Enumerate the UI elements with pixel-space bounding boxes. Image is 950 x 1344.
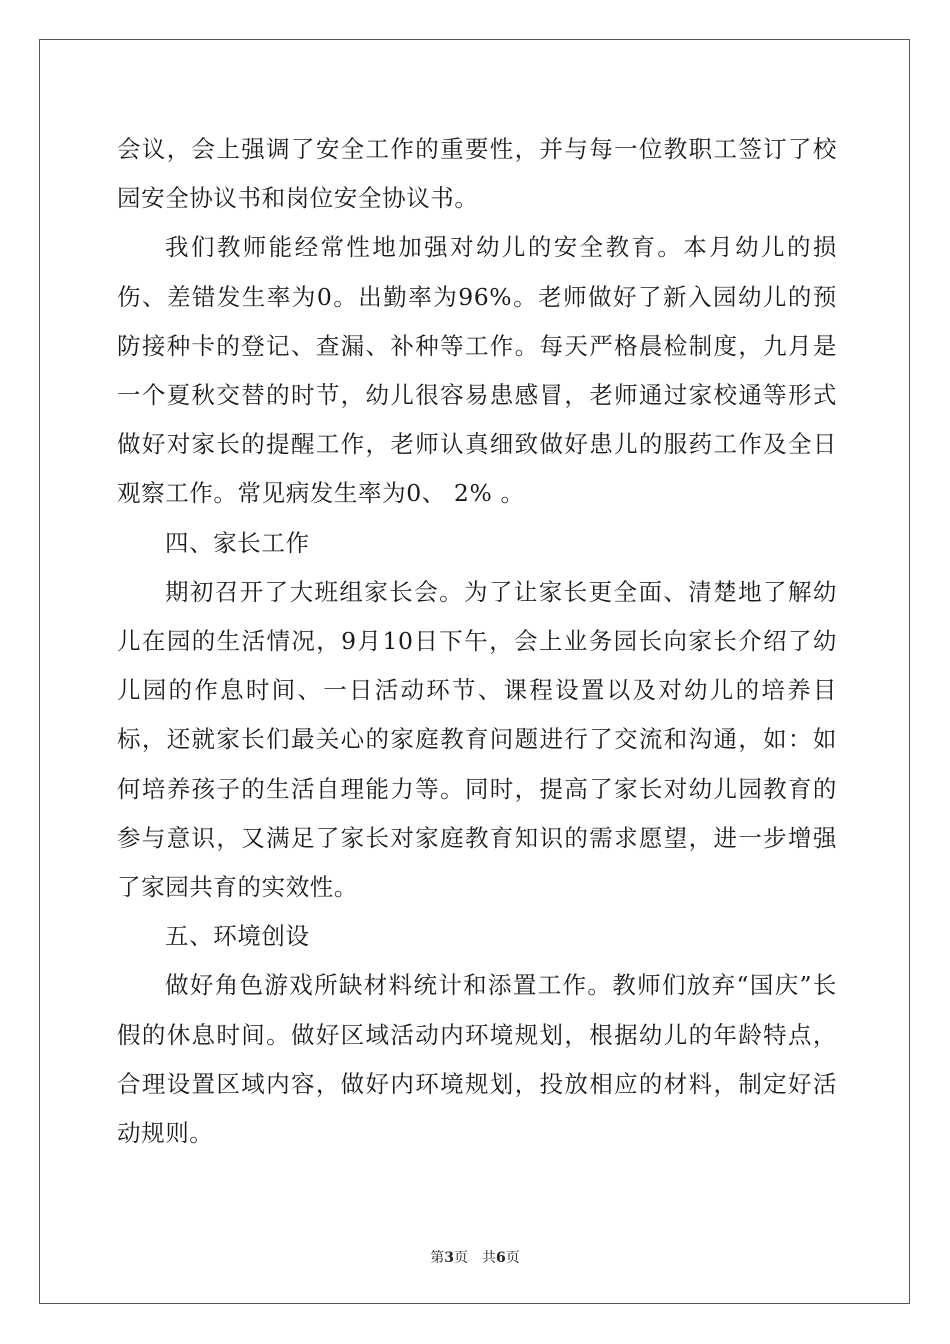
page-number: 3: [444, 1250, 454, 1266]
page-footer: [0, 1247, 950, 1267]
page-prefix: 第: [430, 1250, 445, 1266]
page-suffix: 页: [454, 1250, 468, 1266]
total-prefix: 共: [482, 1250, 496, 1266]
document-body: [117, 125, 837, 1158]
total-suffix: 页: [505, 1250, 520, 1266]
total-pages: 6: [496, 1250, 506, 1266]
paragraph-safety-education: 我们教师能经常性地加强对幼儿的安全教育。本月幼儿的损伤、差错发生率为0。出勤率为96%。老师做好了新入园幼儿的预防接种卡的登记、查漏、补种等工作。每天严格晨检制度，九月是一个夏秋交替的时节，幼儿很容易患感冒，老师通过家校通等形式做好对家长的提醒工作，老师认真细致做好患儿的服药工作及全日观察工作。常见病发生率为0、 2% 。: [117, 233, 837, 508]
paragraph-safety-agreement: 会议，会上强调了安全工作的重要性，并与每一位教职工签订了校园安全协议书和岗位安全协议书。: [117, 135, 837, 213]
paragraph-parent-meeting: 期初召开了大班组家长会。为了让家长更全面、清楚地了解幼儿在园的生活情况，9月10日下午，会上业务园长向家长介绍了幼儿园的作息时间、一日活动环节、课程设置以及对幼儿的培养目标，还就家长们最关心的家庭教育问题进行了交流和沟通，如：如何培养孩子的生活自理能力等。同时，提高了家长对幼儿园教育的参与意识，又满足了家长对家庭教育知识的需求愿望，进一步增强了家园共育的实效性。: [117, 577, 837, 902]
section-heading-parent-work: 四、家长工作: [165, 528, 310, 557]
paragraph-environment-setup: 做好角色游戏所缺材料统计和添置工作。教师们放弃“国庆”长假的休息时间。做好区域活动内环境规划，根据幼儿的年龄特点，合理设置区域内容，做好内环境规划，投放相应的材料，制定好活动规则。: [117, 971, 837, 1148]
section-heading-environment: 五、环境创设: [165, 922, 310, 951]
